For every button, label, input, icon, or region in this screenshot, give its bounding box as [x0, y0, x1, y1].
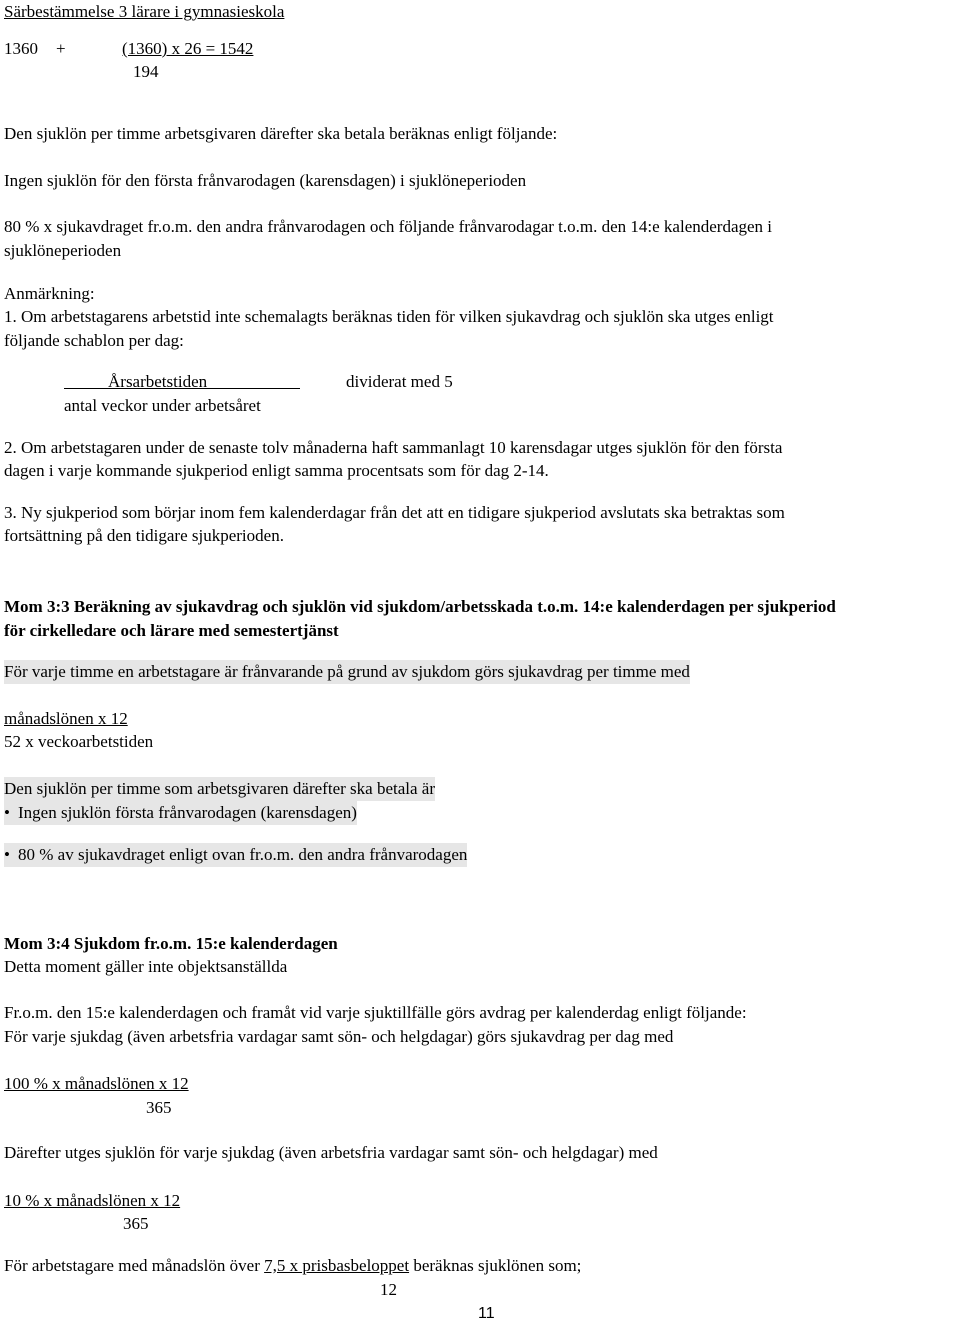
- mom33-numerator: månadslönen x 12: [4, 709, 128, 728]
- schablon-numerator: Årsarbetstiden: [108, 372, 208, 391]
- para1-line1: Den sjuklön per timme arbetsgivaren därefter ska betala beräknas enligt följande:: [4, 124, 558, 143]
- mom34-formula1-denominator: 365: [146, 1098, 172, 1117]
- mom34-line3: För varje sjukdag (även arbetsfria vardagar samt sön- och helgdagar) görs sjukavdrag per dag med: [4, 1027, 674, 1046]
- formula1-numerator: (1360) x 26 = 1542: [122, 39, 254, 58]
- mom33-heading-l1: Mom 3:3 Beräkning av sjukavdrag och sjuklön vid sjukdom/arbetsskada t.o.m. 14:e kalenderdagen per sjukperiod: [4, 597, 836, 616]
- mom34-heading: Mom 3:4 Sjukdom fr.o.m. 15:e kalenderdagen: [4, 934, 338, 953]
- bullet2-text: 80 % av sjukavdraget enligt ovan fr.o.m. den andra frånvarodagen: [18, 845, 468, 864]
- remark-item1-l1: 1. Om arbetstagarens arbetstid inte schemalagts beräknas tiden för vilken sjukavdrag och sjuklön ska utges enligt: [4, 307, 774, 326]
- schablon-divider-text: dividerat med 5: [346, 372, 453, 391]
- para1-line2: Ingen sjuklön för den första frånvarodagen (karensdagen) i sjuklöneperioden: [4, 171, 527, 190]
- remark-item2-l2: dagen i varje kommande sjukperiod enligt samma procentsats som för dag 2-14.: [4, 461, 549, 480]
- formula1-denominator: 194: [133, 62, 159, 81]
- mom34-line5: [4, 1254, 581, 1278]
- remark-title: Anmärkning:: [4, 284, 95, 303]
- remark-item3-l1: 3. Ny sjukperiod som börjar inom fem kalenderdagar från det att en tidigare sjukperiod avslutats ska betraktas som: [4, 503, 785, 522]
- mom34-line4: Därefter utges sjuklön för varje sjukdag (även arbetsfria vardagar samt sön- och helgdagar) med: [4, 1143, 658, 1162]
- remark-item2-l1: 2. Om arbetstagaren under de senaste tolv månaderna haft sammanlagt 10 karensdagar utges sjuklön för den första: [4, 438, 783, 457]
- schablon-denominator: antal veckor under arbetsåret: [64, 396, 261, 415]
- mom34-line1: Detta moment gäller inte objektsanställda: [4, 957, 288, 976]
- formula1-plus: +: [56, 39, 66, 58]
- mom34-formula2-denominator: 365: [123, 1214, 149, 1233]
- header-link[interactable]: Särbestämmelse 3 lärare i gymnasieskola: [4, 2, 285, 21]
- mom34-formula2-numerator: 10 % x månadslönen x 12: [4, 1191, 181, 1210]
- remark-item3-l2: fortsättning på den tidigare sjukperioden.: [4, 526, 284, 545]
- bullet-icon: •: [4, 803, 10, 822]
- mom33-denominator: 52 x veckoarbetstiden: [4, 732, 154, 751]
- mom33-bullet1: [4, 801, 357, 825]
- line5-post: beräknas sjuklönen som;: [409, 1256, 582, 1275]
- bullet-icon: •: [4, 845, 10, 864]
- mom34-line5-denominator: 12: [380, 1280, 397, 1299]
- mom33-bullet2: [4, 843, 467, 867]
- remark-item1-l2: följande schablon per dag:: [4, 331, 184, 350]
- line5-pre: För arbetstagare med månadslön över: [4, 1256, 265, 1275]
- mom33-intro: För varje timme en arbetstagare är frånvarande på grund av sjukdom görs sjukavdrag per timme med: [4, 660, 690, 684]
- mom34-line2: Fr.o.m. den 15:e kalenderdagen och framåt vid varje sjuktillfälle görs avdrag per kalenderdag enligt följande:: [4, 1003, 747, 1022]
- mom33-heading-l2: för cirkelledare och lärare med semestertjänst: [4, 621, 339, 640]
- mom33-pay-intro: Den sjuklön per timme som arbetsgivaren därefter ska betala är: [4, 777, 435, 801]
- mom34-formula1-numerator: 100 % x månadslönen x 12: [4, 1074, 189, 1093]
- prisbasbelopp-link[interactable]: 7,5 x prisbasbeloppet: [264, 1256, 410, 1275]
- formula1-left: 1360: [4, 39, 38, 58]
- page-number: 11: [478, 1305, 495, 1322]
- bullet1-text: Ingen sjuklön första frånvarodagen (karensdagen): [18, 803, 357, 822]
- para1-line4: sjuklöneperioden: [4, 241, 122, 260]
- para1-line3: 80 % x sjukavdraget fr.o.m. den andra frånvarodagen och följande frånvarodagar t.o.m. den 14:e kalenderdagen i: [4, 217, 773, 236]
